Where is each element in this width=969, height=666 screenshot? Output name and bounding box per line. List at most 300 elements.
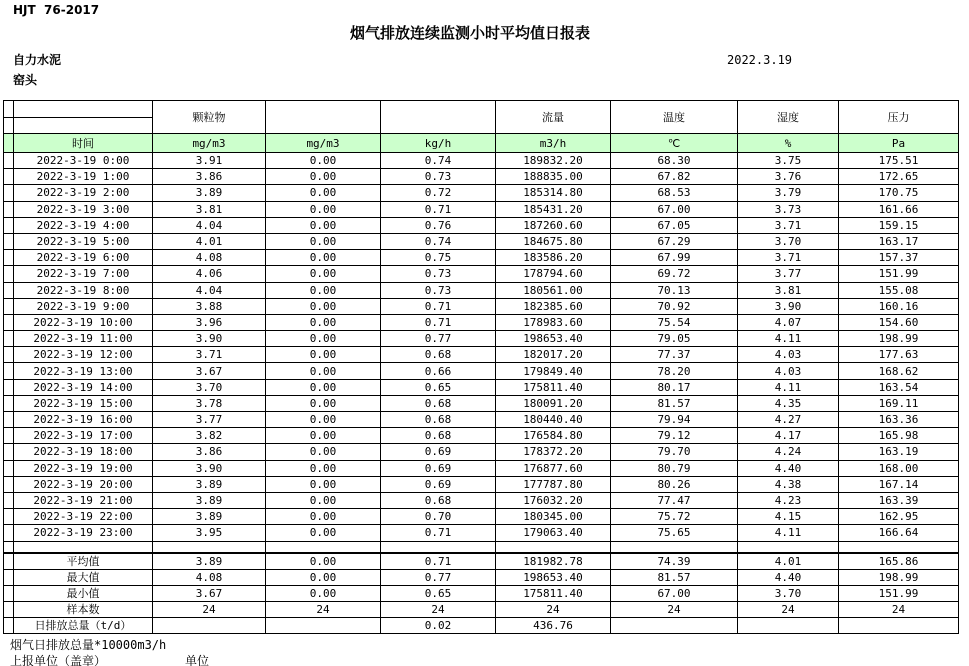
value-cell: 0.00 — [266, 169, 381, 185]
value-cell: 0.00 — [266, 363, 381, 379]
value-cell: 3.75 — [738, 153, 839, 169]
edge-cell — [4, 569, 14, 585]
value-cell: 24 — [839, 601, 959, 617]
time-cell: 2022-3-19 15:00 — [14, 395, 153, 411]
summary-row — [4, 553, 959, 569]
value-cell: 67.29 — [611, 233, 738, 249]
value-cell: 4.40 — [738, 569, 839, 585]
page-title: 烟气排放连续监测小时平均值日报表 — [349, 24, 590, 42]
value-cell: 3.90 — [738, 298, 839, 314]
value-cell: 0.71 — [381, 298, 496, 314]
value-cell: 189832.20 — [496, 153, 611, 169]
value-cell: 0.00 — [266, 553, 381, 569]
unit-particulate-mg: mg/m3 — [153, 134, 266, 153]
value-cell: 70.13 — [611, 282, 738, 298]
value-cell: 0.00 — [266, 412, 381, 428]
value-cell: 185431.20 — [496, 201, 611, 217]
value-cell: 24 — [266, 601, 381, 617]
value-cell: 0.73 — [381, 169, 496, 185]
value-cell: 75.72 — [611, 509, 738, 525]
value-cell: 178372.20 — [496, 444, 611, 460]
value-cell: 182017.20 — [496, 347, 611, 363]
value-cell: 4.17 — [738, 428, 839, 444]
station-name: 窑头 — [13, 73, 38, 87]
hour-row — [4, 379, 959, 395]
value-cell: 0.00 — [266, 282, 381, 298]
summary-row — [4, 569, 959, 585]
header-row-top — [4, 101, 959, 118]
value-cell: 0.00 — [266, 569, 381, 585]
time-cell: 2022-3-19 1:00 — [14, 169, 153, 185]
value-cell: 177.63 — [839, 347, 959, 363]
value-cell: 0.65 — [381, 585, 496, 601]
value-cell: 0.00 — [266, 201, 381, 217]
value-cell: 0.75 — [381, 250, 496, 266]
value-cell: 155.08 — [839, 282, 959, 298]
summary-row — [4, 585, 959, 601]
group-header-blank-1 — [266, 101, 381, 134]
value-cell: 4.38 — [738, 476, 839, 492]
value-cell: 175811.40 — [496, 585, 611, 601]
value-cell: 178794.60 — [496, 266, 611, 282]
edge-cell — [4, 101, 14, 118]
value-cell: 3.89 — [153, 509, 266, 525]
hour-row — [4, 347, 959, 363]
value-cell: 3.77 — [153, 412, 266, 428]
value-cell: 67.00 — [611, 201, 738, 217]
value-cell: 3.67 — [153, 363, 266, 379]
value-cell: 3.90 — [153, 460, 266, 476]
value-cell: 161.66 — [839, 201, 959, 217]
value-cell: 0.71 — [381, 201, 496, 217]
hour-row — [4, 266, 959, 282]
time-cell: 2022-3-19 3:00 — [14, 201, 153, 217]
edge-cell — [4, 282, 14, 298]
unit-celsius: ℃ — [611, 134, 738, 153]
hour-row — [4, 217, 959, 233]
value-cell: 0.69 — [381, 476, 496, 492]
unit-percent: % — [738, 134, 839, 153]
value-cell: 70.92 — [611, 298, 738, 314]
value-cell: 0.00 — [266, 525, 381, 541]
edge-cell — [4, 347, 14, 363]
time-cell: 2022-3-19 2:00 — [14, 185, 153, 201]
value-cell: 0.00 — [266, 428, 381, 444]
time-cell: 2022-3-19 16:00 — [14, 412, 153, 428]
report-unit-label: 上报单位（盖章） — [10, 654, 107, 666]
edge-cell — [4, 617, 14, 633]
value-cell: 183586.20 — [496, 250, 611, 266]
group-header-pressure: 压力 — [839, 101, 959, 134]
value-cell: 4.04 — [153, 282, 266, 298]
edge-cell — [4, 428, 14, 444]
time-cell: 2022-3-19 12:00 — [14, 347, 153, 363]
unit-m3-h: m3/h — [496, 134, 611, 153]
value-cell: 165.86 — [839, 553, 959, 569]
value-cell: 75.65 — [611, 525, 738, 541]
value-cell: 162.95 — [839, 509, 959, 525]
time-cell: 2022-3-19 6:00 — [14, 250, 153, 266]
value-cell: 3.96 — [153, 314, 266, 330]
value-cell: 3.89 — [153, 553, 266, 569]
hour-row — [4, 428, 959, 444]
value-cell: 0.00 — [266, 585, 381, 601]
value-cell: 170.75 — [839, 185, 959, 201]
spacer-row — [4, 541, 959, 553]
edge-cell — [4, 444, 14, 460]
time-cell: 2022-3-19 8:00 — [14, 282, 153, 298]
value-cell: 163.36 — [839, 412, 959, 428]
value-cell: 168.62 — [839, 363, 959, 379]
value-cell: 0.68 — [381, 428, 496, 444]
summary-label-cell: 平均值 — [14, 553, 153, 569]
value-cell: 77.37 — [611, 347, 738, 363]
hour-row — [4, 282, 959, 298]
value-cell: 175811.40 — [496, 379, 611, 395]
value-cell: 198653.40 — [496, 569, 611, 585]
group-header-temperature: 温度 — [611, 101, 738, 134]
edge-cell — [4, 118, 14, 134]
value-cell: 4.11 — [738, 525, 839, 541]
value-cell: 67.05 — [611, 217, 738, 233]
value-cell: 68.53 — [611, 185, 738, 201]
hour-row — [4, 250, 959, 266]
value-cell: 24 — [381, 601, 496, 617]
value-cell: 3.78 — [153, 395, 266, 411]
value-cell: 81.57 — [611, 395, 738, 411]
group-header-particulate: 颗粒物 — [153, 101, 266, 134]
value-cell: 151.99 — [839, 266, 959, 282]
hour-row — [4, 185, 959, 201]
time-header: 时间 — [14, 134, 153, 153]
value-cell: 77.47 — [611, 492, 738, 508]
edge-cell — [4, 250, 14, 266]
edge-cell — [4, 412, 14, 428]
value-cell: 0.00 — [266, 298, 381, 314]
value-cell: 81.57 — [611, 569, 738, 585]
edge-cell — [4, 185, 14, 201]
value-cell — [153, 617, 266, 633]
value-cell: 0.00 — [266, 250, 381, 266]
edge-cell — [4, 585, 14, 601]
value-cell: 0.72 — [381, 185, 496, 201]
value-cell: 169.11 — [839, 395, 959, 411]
edge-cell — [4, 314, 14, 330]
hour-row — [4, 395, 959, 411]
value-cell: 151.99 — [839, 585, 959, 601]
edge-cell — [4, 601, 14, 617]
value-cell: 4.08 — [153, 250, 266, 266]
monitoring-report-table — [3, 100, 959, 634]
time-cell: 2022-3-19 18:00 — [14, 444, 153, 460]
summary-row — [4, 601, 959, 617]
time-header-blank-bottom — [14, 118, 153, 134]
value-cell: 0.00 — [266, 379, 381, 395]
value-cell: 3.89 — [153, 492, 266, 508]
group-header-flow: 流量 — [496, 101, 611, 134]
value-cell: 3.70 — [738, 233, 839, 249]
edge-cell — [4, 492, 14, 508]
value-cell: 0.66 — [381, 363, 496, 379]
value-cell: 3.91 — [153, 153, 266, 169]
value-cell: 163.19 — [839, 444, 959, 460]
summary-label-cell: 最大值 — [14, 569, 153, 585]
value-cell: 188835.00 — [496, 169, 611, 185]
value-cell: 0.00 — [266, 217, 381, 233]
unit-pa: Pa — [839, 134, 959, 153]
value-cell: 0.00 — [266, 266, 381, 282]
hour-row — [4, 363, 959, 379]
value-cell: 0.00 — [266, 444, 381, 460]
edge-cell — [4, 134, 14, 153]
value-cell: 0.00 — [266, 395, 381, 411]
time-cell: 2022-3-19 13:00 — [14, 363, 153, 379]
value-cell: 163.54 — [839, 379, 959, 395]
time-cell: 2022-3-19 14:00 — [14, 379, 153, 395]
unit-kg-h: kg/h — [381, 134, 496, 153]
value-cell: 0.70 — [381, 509, 496, 525]
value-cell: 3.79 — [738, 185, 839, 201]
value-cell: 75.54 — [611, 314, 738, 330]
value-cell: 0.68 — [381, 412, 496, 428]
value-cell: 185314.80 — [496, 185, 611, 201]
value-cell: 79.94 — [611, 412, 738, 428]
value-cell: 0.71 — [381, 553, 496, 569]
value-cell: 0.00 — [266, 153, 381, 169]
value-cell: 198653.40 — [496, 331, 611, 347]
edge-cell — [4, 476, 14, 492]
hour-row — [4, 525, 959, 541]
time-cell: 2022-3-19 11:00 — [14, 331, 153, 347]
edge-cell — [4, 217, 14, 233]
value-cell: 175.51 — [839, 153, 959, 169]
value-cell — [738, 617, 839, 633]
time-cell: 2022-3-19 23:00 — [14, 525, 153, 541]
value-cell: 4.01 — [738, 553, 839, 569]
value-cell: 67.82 — [611, 169, 738, 185]
value-cell: 0.73 — [381, 282, 496, 298]
value-cell: 177787.80 — [496, 476, 611, 492]
value-cell — [611, 617, 738, 633]
value-cell: 4.11 — [738, 331, 839, 347]
edge-cell — [4, 509, 14, 525]
summary-label-cell: 日排放总量（t/d） — [14, 617, 153, 633]
value-cell: 178983.60 — [496, 314, 611, 330]
hour-row — [4, 314, 959, 330]
value-cell: 3.89 — [153, 476, 266, 492]
value-cell: 166.64 — [839, 525, 959, 541]
value-cell: 24 — [738, 601, 839, 617]
value-cell: 160.16 — [839, 298, 959, 314]
value-cell: 436.76 — [496, 617, 611, 633]
time-cell: 2022-3-19 9:00 — [14, 298, 153, 314]
value-cell: 163.17 — [839, 233, 959, 249]
value-cell: 4.06 — [153, 266, 266, 282]
value-cell: 168.00 — [839, 460, 959, 476]
value-cell: 4.07 — [738, 314, 839, 330]
value-cell: 3.86 — [153, 444, 266, 460]
time-cell: 2022-3-19 19:00 — [14, 460, 153, 476]
edge-cell — [4, 201, 14, 217]
value-cell: 180345.00 — [496, 509, 611, 525]
value-cell: 3.67 — [153, 585, 266, 601]
value-cell: 4.27 — [738, 412, 839, 428]
value-cell: 24 — [496, 601, 611, 617]
value-cell: 179063.40 — [496, 525, 611, 541]
value-cell: 24 — [153, 601, 266, 617]
value-cell: 0.68 — [381, 492, 496, 508]
value-cell: 198.99 — [839, 569, 959, 585]
value-cell: 0.73 — [381, 266, 496, 282]
value-cell: 181982.78 — [496, 553, 611, 569]
time-cell: 2022-3-19 4:00 — [14, 217, 153, 233]
summary-row — [4, 617, 959, 633]
value-cell: 0.69 — [381, 460, 496, 476]
group-header-humidity: 湿度 — [738, 101, 839, 134]
unit-header-row — [4, 134, 959, 153]
value-cell: 3.71 — [738, 250, 839, 266]
value-cell: 0.00 — [266, 492, 381, 508]
value-cell: 24 — [611, 601, 738, 617]
value-cell: 167.14 — [839, 476, 959, 492]
value-cell: 4.03 — [738, 347, 839, 363]
value-cell: 3.73 — [738, 201, 839, 217]
value-cell: 3.88 — [153, 298, 266, 314]
group-header-blank-2 — [381, 101, 496, 134]
value-cell: 0.00 — [266, 314, 381, 330]
value-cell: 4.23 — [738, 492, 839, 508]
value-cell: 4.24 — [738, 444, 839, 460]
value-cell: 180440.40 — [496, 412, 611, 428]
hour-row — [4, 298, 959, 314]
time-cell: 2022-3-19 10:00 — [14, 314, 153, 330]
edge-cell — [4, 395, 14, 411]
value-cell: 0.74 — [381, 153, 496, 169]
value-cell: 4.40 — [738, 460, 839, 476]
time-cell: 2022-3-19 20:00 — [14, 476, 153, 492]
hour-row — [4, 233, 959, 249]
value-cell: 0.00 — [266, 460, 381, 476]
unit-label: 单位 — [185, 654, 210, 666]
value-cell: 0.69 — [381, 444, 496, 460]
time-cell: 2022-3-19 7:00 — [14, 266, 153, 282]
value-cell: 78.20 — [611, 363, 738, 379]
value-cell: 67.00 — [611, 585, 738, 601]
hour-row — [4, 444, 959, 460]
value-cell: 163.39 — [839, 492, 959, 508]
value-cell: 3.95 — [153, 525, 266, 541]
hour-row — [4, 509, 959, 525]
value-cell: 4.04 — [153, 217, 266, 233]
time-cell: 2022-3-19 17:00 — [14, 428, 153, 444]
value-cell: 3.70 — [738, 585, 839, 601]
edge-cell — [4, 553, 14, 569]
value-cell: 0.02 — [381, 617, 496, 633]
value-cell: 180561.00 — [496, 282, 611, 298]
value-cell: 69.72 — [611, 266, 738, 282]
value-cell: 79.70 — [611, 444, 738, 460]
time-cell: 2022-3-19 0:00 — [14, 153, 153, 169]
value-cell: 0.00 — [266, 233, 381, 249]
value-cell: 176877.60 — [496, 460, 611, 476]
value-cell: 0.00 — [266, 331, 381, 347]
edge-cell — [4, 525, 14, 541]
value-cell: 0.74 — [381, 233, 496, 249]
flow-total-note: 烟气日排放总量*10000m3/h — [10, 638, 167, 652]
value-cell: 3.71 — [153, 347, 266, 363]
value-cell: 182385.60 — [496, 298, 611, 314]
value-cell: 4.11 — [738, 379, 839, 395]
value-cell: 159.15 — [839, 217, 959, 233]
hour-row — [4, 201, 959, 217]
value-cell: 3.86 — [153, 169, 266, 185]
value-cell: 184675.80 — [496, 233, 611, 249]
edge-cell — [4, 460, 14, 476]
summary-label-cell: 样本数 — [14, 601, 153, 617]
unit-mg: mg/m3 — [266, 134, 381, 153]
time-cell: 2022-3-19 5:00 — [14, 233, 153, 249]
value-cell: 179849.40 — [496, 363, 611, 379]
edge-cell — [4, 331, 14, 347]
value-cell: 0.00 — [266, 476, 381, 492]
value-cell: 79.05 — [611, 331, 738, 347]
value-cell: 3.76 — [738, 169, 839, 185]
doc-standard-code: HJT 76-2017 — [13, 3, 100, 17]
edge-cell — [4, 153, 14, 169]
value-cell: 0.65 — [381, 379, 496, 395]
value-cell: 157.37 — [839, 250, 959, 266]
value-cell: 4.15 — [738, 509, 839, 525]
value-cell: 0.77 — [381, 331, 496, 347]
value-cell: 0.68 — [381, 347, 496, 363]
hour-row — [4, 476, 959, 492]
edge-cell — [4, 363, 14, 379]
edge-cell — [4, 298, 14, 314]
value-cell: 3.81 — [738, 282, 839, 298]
value-cell: 198.99 — [839, 331, 959, 347]
time-cell: 2022-3-19 22:00 — [14, 509, 153, 525]
value-cell: 3.71 — [738, 217, 839, 233]
value-cell: 0.00 — [266, 347, 381, 363]
value-cell — [266, 617, 381, 633]
hour-row — [4, 169, 959, 185]
summary-label-cell: 最小值 — [14, 585, 153, 601]
value-cell: 3.82 — [153, 428, 266, 444]
value-cell: 0.68 — [381, 395, 496, 411]
time-cell: 2022-3-19 21:00 — [14, 492, 153, 508]
value-cell: 4.03 — [738, 363, 839, 379]
value-cell: 80.79 — [611, 460, 738, 476]
value-cell: 0.71 — [381, 314, 496, 330]
hour-row — [4, 460, 959, 476]
value-cell: 0.77 — [381, 569, 496, 585]
value-cell: 165.98 — [839, 428, 959, 444]
value-cell: 0.76 — [381, 217, 496, 233]
hour-row — [4, 412, 959, 428]
value-cell: 80.26 — [611, 476, 738, 492]
value-cell: 4.35 — [738, 395, 839, 411]
edge-cell — [4, 169, 14, 185]
value-cell: 172.65 — [839, 169, 959, 185]
value-cell: 176032.20 — [496, 492, 611, 508]
value-cell: 0.00 — [266, 185, 381, 201]
value-cell: 187260.60 — [496, 217, 611, 233]
hour-row — [4, 331, 959, 347]
value-cell: 3.90 — [153, 331, 266, 347]
value-cell: 3.81 — [153, 201, 266, 217]
company-name: 自力水泥 — [13, 53, 62, 67]
value-cell: 4.08 — [153, 569, 266, 585]
